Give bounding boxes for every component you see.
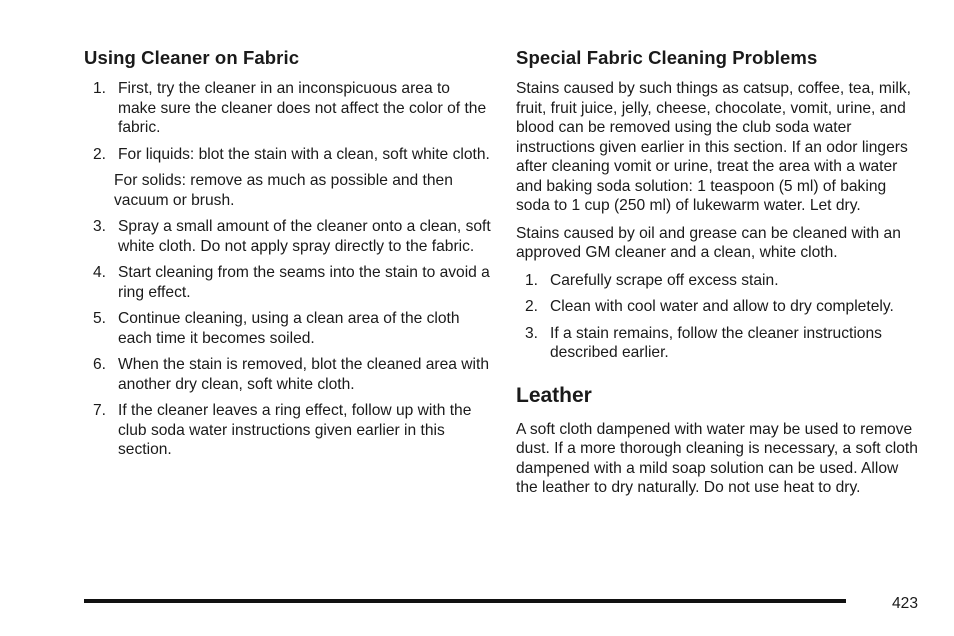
footer-rule <box>84 599 846 603</box>
list-item <box>84 263 492 302</box>
step-number: 3. <box>93 218 107 235</box>
section-heading-using-cleaner: Using Cleaner on Fabric <box>84 47 300 68</box>
list-item <box>516 297 924 317</box>
step-number: 2. <box>93 145 107 163</box>
step-number: 7. <box>93 402 107 419</box>
step-number: 6. <box>93 356 107 373</box>
oil-grease-steps-list <box>516 271 924 363</box>
left-column <box>84 46 492 467</box>
page-number: 423 <box>891 595 918 612</box>
step-text: If a stain remains, follow the cleaner instructions described earlier. <box>550 324 882 361</box>
oil-grease-paragraph: Stains caused by oil and grease can be cleaned with an approved GM cleaner and a clean, white cloth. <box>516 224 901 261</box>
stains-paragraph: Stains caused by such things as catsup, coffee, tea, milk, fruit, fruit juice, jelly, cheese, chocolate, vomit, urine, and blood can be removed using the club soda water instructions given earlier in this section. If an odor lingers after cleaning vomit or urine, treat the area with a water and baking soda solution: 1 teaspoon (5 ml) of baking soda to 1 cup (250 ml) of lukewarm water. Let dry. <box>516 80 911 214</box>
cleaning-steps-list <box>84 79 492 164</box>
leather-paragraph: A soft cloth dampened with water may be used to remove dust. If a more thorough cleaning is necessary, a soft cloth dampened with a mild soap solution can be used. Allow the leather to dry naturally. Do not use heat to dry. <box>516 420 918 496</box>
list-item <box>84 355 492 394</box>
section-heading-leather: Leather <box>516 383 592 407</box>
solids-note: For solids: remove as much as possible and then vacuum or brush. <box>114 172 453 209</box>
list-item <box>84 79 492 138</box>
list-item <box>84 309 492 348</box>
step-text: For liquids: blot the stain with a clean, soft white cloth. <box>118 145 490 163</box>
list-item <box>84 145 492 165</box>
step-text: If the cleaner leaves a ring effect, follow up with the club soda water instructions given earlier in this section. <box>118 402 472 458</box>
step-text: When the stain is removed, blot the cleaned area with another dry clean, soft white cloth. <box>118 356 489 393</box>
list-item <box>84 217 492 256</box>
step-number: 1. <box>525 271 539 289</box>
section-spacer <box>516 370 924 382</box>
step-text: First, try the cleaner in an inconspicuous area to make sure the cleaner does not affect the color of the fabric. <box>118 80 487 136</box>
list-item <box>84 401 492 460</box>
list-item <box>516 324 924 363</box>
section-heading-special-problems: Special Fabric Cleaning Problems <box>516 47 818 68</box>
step-number: 2. <box>525 298 539 315</box>
step-text: Clean with cool water and allow to dry completely. <box>550 298 894 315</box>
right-column <box>516 46 924 506</box>
step-text: Spray a small amount of the cleaner onto a clean, soft white cloth. Do not apply spray directly to the fabric. <box>118 218 491 255</box>
list-item <box>516 271 924 291</box>
step-number: 3. <box>525 324 539 342</box>
step-number: 4. <box>93 264 107 281</box>
step-text: Start cleaning from the seams into the stain to avoid a ring effect. <box>118 264 490 301</box>
step-text: Carefully scrape off excess stain. <box>550 271 779 289</box>
step-text: Continue cleaning, using a clean area of the cloth each time it becomes soiled. <box>118 310 460 347</box>
step-number: 5. <box>93 310 107 327</box>
step-number: 1. <box>93 80 107 97</box>
cleaning-steps-list-continued <box>84 217 492 460</box>
